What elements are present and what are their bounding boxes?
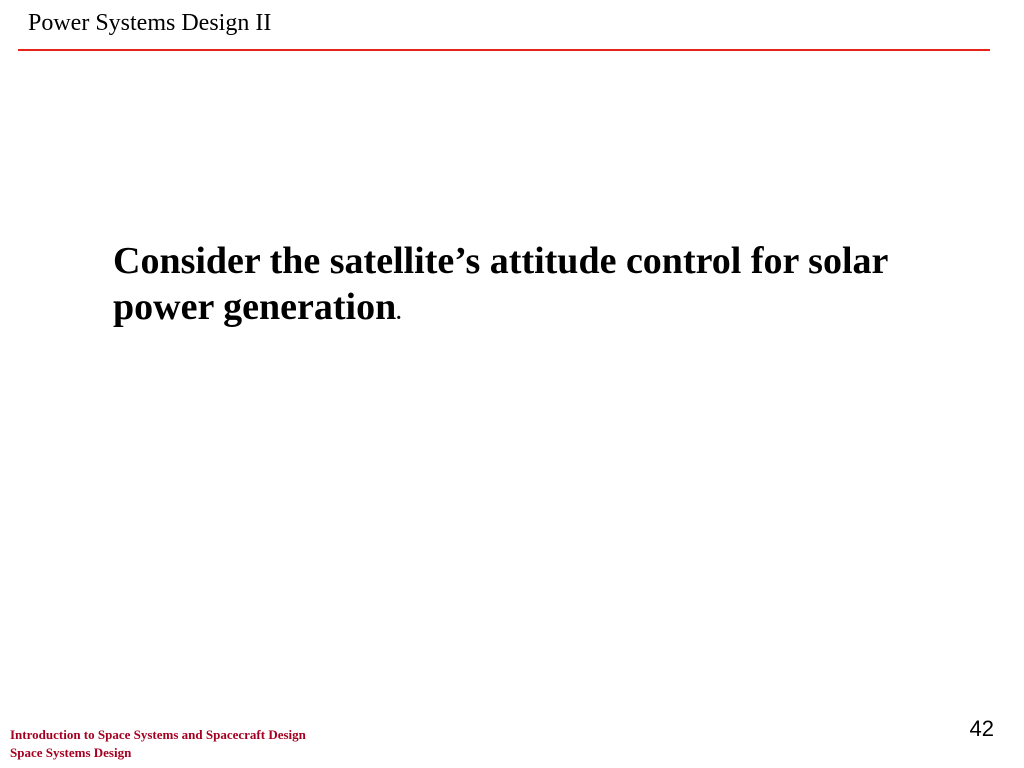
footer-course-title: Introduction to Space Systems and Spacecraft Design [10, 727, 306, 742]
page-number: 42 [969, 716, 994, 741]
statement-period: . [396, 302, 402, 324]
title-divider [18, 49, 990, 51]
slide-title: Power Systems Design II [28, 10, 272, 36]
slide-statement [113, 238, 973, 336]
slide-footer [10, 726, 306, 762]
footer-subtitle: Space Systems Design [10, 745, 132, 760]
statement-text: Consider the satellite’s attitude control for solar power generation [113, 240, 888, 328]
